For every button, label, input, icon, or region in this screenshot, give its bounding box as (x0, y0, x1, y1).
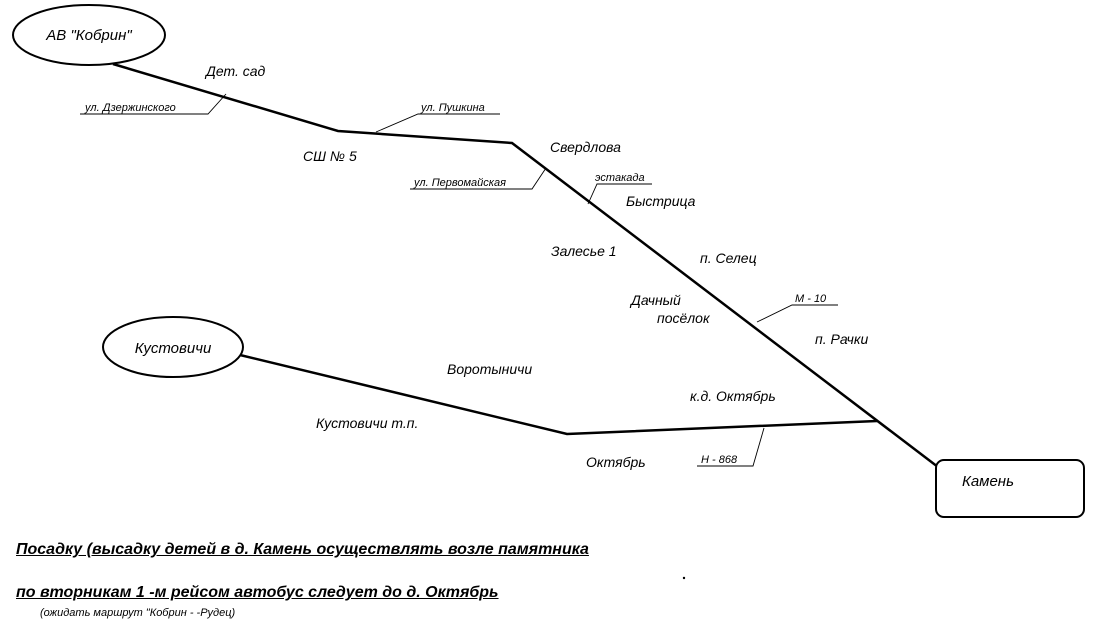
route-kobrin-kamen (113, 64, 938, 467)
end-node-label: Камень (962, 473, 1014, 490)
street-m10: М - 10 (795, 293, 827, 305)
stop-dachny-line2: посёлок (657, 310, 710, 326)
stop-kustovichi-tp: Кустовичи т.п. (316, 415, 419, 431)
street-pervomayskaya: ул. Первомайская (414, 177, 506, 189)
note-line-2: по вторникам 1 -м рейсом автобус следует до д. Октябрь (16, 584, 499, 601)
stop-det-sad: Дет. сад (206, 63, 266, 79)
kustovichi-node-label: Кустовичи (134, 340, 212, 357)
note-line-3: (ожидать маршрут "Кобрин - -Рудец) (40, 607, 236, 619)
street-leader-pushkina (376, 114, 500, 132)
stray-dot (683, 577, 685, 579)
stop-selets: п. Селец (700, 250, 757, 266)
stop-vorotynichi: Воротыничи (447, 361, 533, 377)
stop-oktyabr: Октябрь (586, 454, 646, 470)
stop-dachny-line1: Дачный (631, 292, 681, 308)
stop-sh5: СШ № 5 (303, 148, 357, 164)
start-node-label: АВ "Кобрин" (46, 27, 132, 44)
street-leader-m10 (757, 305, 838, 322)
stop-sverdlova: Свердлова (550, 139, 621, 155)
street-dzerzhinskogo: ул. Дзержинского (85, 102, 176, 114)
street-estakada: эстакада (595, 172, 645, 184)
stop-rachki: п. Рачки (815, 331, 869, 347)
street-pushkina: ул. Пушкина (421, 102, 485, 114)
stop-zalesye: Залесье 1 (551, 243, 617, 259)
note-line-1: Посадку (высадку детей в д. Камень осуществлять возле памятника (16, 541, 589, 558)
street-n868: Н - 868 (701, 454, 738, 466)
stop-bystritsa: Быстрица (626, 193, 696, 209)
stop-kd-oktyabr: к.д. Октябрь (690, 388, 776, 404)
